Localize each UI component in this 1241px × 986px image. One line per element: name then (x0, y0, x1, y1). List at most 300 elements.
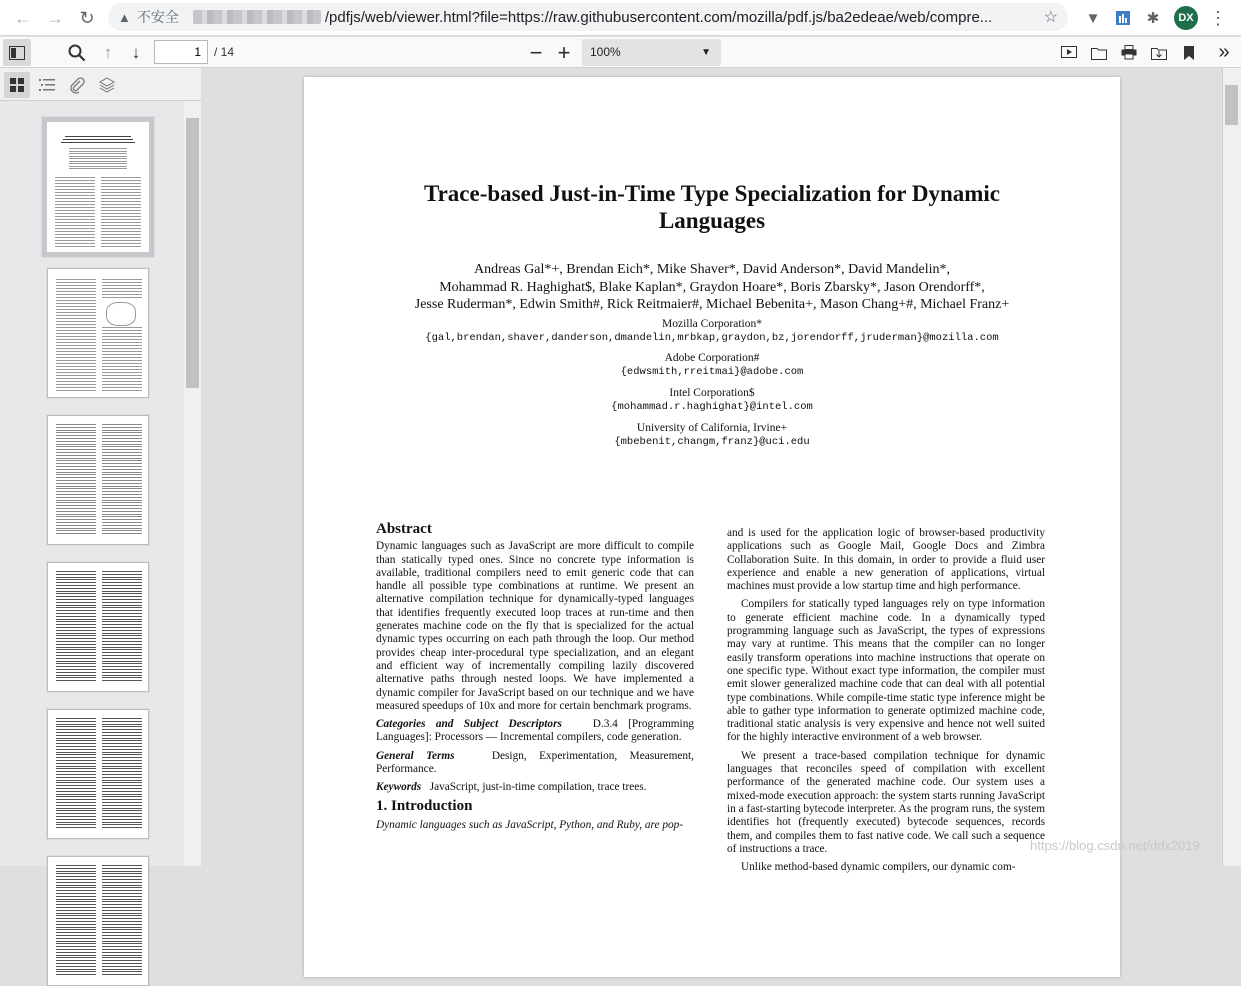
thumbnail-text-line (61, 142, 135, 143)
thumbnail-text-line (56, 777, 96, 778)
thumbnail-text-line (56, 577, 96, 578)
thumbnail-text-line (56, 663, 96, 664)
thumbnail-text-line (56, 971, 96, 972)
thumbnail-text-line (102, 477, 142, 478)
thumbnail-text-line (102, 813, 142, 814)
thumbnail-text-line (56, 822, 96, 823)
tab-attachments[interactable] (64, 72, 90, 98)
thumbnail-text-line (56, 360, 96, 361)
right-paragraph-4: Unlike method-based dynamic compilers, our dynamic com- (741, 861, 1016, 874)
thumbnail-text-line (102, 424, 142, 425)
categories-paragraph (376, 718, 694, 745)
thumbnail-text-line (55, 207, 95, 208)
thumbnail-text-line (102, 387, 142, 388)
thumbnail-text-line (102, 873, 142, 874)
thumbnail-text-line (102, 463, 142, 464)
thumbnail-text-line (102, 458, 142, 459)
thumbnail-text-line (101, 204, 141, 205)
thumbnail-text-line (102, 390, 142, 391)
thumbnail-text-line (102, 372, 142, 373)
thumbnail-text-line (102, 655, 142, 656)
thumbnail-text-line (102, 342, 142, 343)
sidebar-toggle-button[interactable] (3, 39, 31, 66)
intro-text: Dynamic languages such as JavaScript, Python, and Ruby, are pop- (376, 818, 684, 831)
thumbnail-text-line (102, 918, 142, 919)
thumbnail-text-line (56, 868, 96, 869)
bookmark-button[interactable] (1176, 39, 1202, 66)
thumbnail-text-line (55, 195, 95, 196)
zoom-in-button[interactable]: + (557, 39, 571, 65)
thumbnail-text-line (56, 472, 96, 473)
thumbnail-text-line (102, 384, 142, 385)
thumbnail-text-line (101, 207, 141, 208)
authors-line-2: Mohammad R. Haghighat$, Blake Kaplan*, Graydon Hoare*, Boris Zbarsky*, Jason Orendorff*, (439, 279, 985, 295)
thumbnail-text-line (102, 435, 142, 436)
thumbnail-text-line (56, 810, 96, 811)
thumbnail-text-line (102, 729, 142, 730)
terms-paragraph (376, 750, 694, 777)
thumbnail-text-line (101, 246, 141, 247)
thumbnail-text-line (102, 530, 142, 531)
thumbnail-text-line (102, 735, 142, 736)
zoom-out-button[interactable]: − (529, 39, 543, 65)
thumbnail-text-line (102, 663, 142, 664)
presentation-icon (1061, 46, 1077, 60)
thumbnail-text-line (56, 760, 96, 761)
thumbnail-text-line (56, 885, 96, 886)
thumbnail-text-line (56, 321, 96, 322)
thumbnail-text-line (56, 605, 96, 606)
thumbnail-text-line (102, 718, 142, 719)
previous-page-button[interactable]: ↑ (103, 42, 113, 62)
thumbnail-text-line (56, 621, 96, 622)
thumbnail-text-line (56, 357, 96, 358)
thumbnail-text-line (102, 339, 142, 340)
thumbnail-text-line (56, 599, 96, 600)
thumbnail-text-line (56, 763, 96, 764)
thumbnail-text-line (55, 225, 95, 226)
thumbnail-text-line (102, 785, 142, 786)
viewer-scrollbar-thumb[interactable] (1225, 85, 1238, 125)
thumbnail-text-line (55, 177, 95, 178)
thumbnail-text-line (56, 336, 96, 337)
extension-chart-icon[interactable] (1111, 6, 1135, 30)
thumbnail-text-line (102, 768, 142, 769)
printer-icon (1121, 45, 1137, 60)
thumbnail-text-line (56, 384, 96, 385)
tab-layers[interactable] (94, 72, 120, 98)
folder-icon (1091, 46, 1107, 60)
insecure-label: 不安全 (136, 9, 179, 25)
thumbnail-text-line (56, 588, 96, 589)
right-paragraph-1: and is used for the application logic of browser-based productivity applications such as Google Mail, Google Docs and Zimbra Collaboration Suite. In this domain, in order to provide a fluid user experience and enable a new generation of applications, virtual machines must provide a low startup time and high performance. (727, 527, 1045, 593)
thumbnail-text-line (102, 827, 142, 828)
categories-text: D.3.4 [Programming Languages]: Processors — Incremental compilers, code generation. (376, 718, 694, 744)
thumbnail-text-line (102, 743, 142, 744)
thumbnail-text-line (102, 885, 142, 886)
thumbnail-text-line (56, 955, 96, 956)
thumbnail-text-line (102, 746, 142, 747)
thumbnail-text-line (56, 318, 96, 319)
thumbnail-text-line (56, 974, 96, 975)
thumbnail-text-line (55, 216, 95, 217)
thumbnail-text-line (56, 387, 96, 388)
menu-kebab-icon[interactable]: ⋮ (1209, 7, 1227, 28)
thumbnail-text-line (56, 502, 96, 503)
chevron-down-icon: ▼ (701, 47, 711, 58)
thumbnail-text-line (102, 460, 142, 461)
thumbnail-text-line (56, 882, 96, 883)
thumbnail-text-line (69, 166, 127, 167)
thumbnail-text-line (102, 907, 142, 908)
thumbnail-text-line (102, 582, 142, 583)
thumbnail-text-line (55, 189, 95, 190)
thumbnail-text-line (56, 378, 96, 379)
thumbnail-text-line (56, 904, 96, 905)
thumbnail-text-line (56, 927, 96, 928)
thumbnail-text-line (102, 935, 142, 936)
thumbnail-text-line (56, 351, 96, 352)
thumbnail-text-line (56, 816, 96, 817)
thumbnail-text-line (102, 799, 142, 800)
thumbnail-text-line (101, 210, 141, 211)
thumbnail-list[interactable] (0, 101, 184, 866)
next-page-button[interactable]: ↓ (131, 42, 141, 62)
thumbnail-text-line (101, 192, 141, 193)
thumbnail-text-line (56, 574, 96, 575)
thumbnail-text-line (102, 868, 142, 869)
address-bar[interactable] (108, 3, 1068, 31)
right-column (727, 527, 1045, 879)
thumbnail-text-line (55, 222, 95, 223)
thumbnail-text-line (56, 957, 96, 958)
thumbnail-text-line (102, 619, 142, 620)
thumbnail-text-line (56, 591, 96, 592)
thumbnail-text-line (69, 161, 127, 162)
thumbnail-text-line (102, 890, 142, 891)
tab-outline[interactable] (34, 72, 60, 98)
thumbnail-figure (106, 302, 136, 326)
thumbnail-text-line (56, 486, 96, 487)
thumbnail-text-line (102, 721, 142, 722)
thumbnail-text-line (102, 449, 142, 450)
thumbnail-text-line (102, 591, 142, 592)
page-thumbnail[interactable] (47, 415, 149, 545)
thumbnail-text-line (102, 763, 142, 764)
thumbnail-text-line (102, 771, 142, 772)
thumbnail-text-line (102, 805, 142, 806)
thumbnail-text-line (56, 616, 96, 617)
reload-button[interactable]: ↻ (79, 7, 95, 28)
bookmark-star-icon[interactable]: ☆ (1043, 9, 1058, 26)
watermark: https://blog.csdn.net/ddx2019 (1030, 838, 1200, 853)
thumbnail-text-line (102, 630, 142, 631)
forward-button[interactable]: → (46, 7, 64, 28)
thumbnail-text-line (56, 641, 96, 642)
thumbnail-text-line (56, 655, 96, 656)
thumbnail-text-line (56, 354, 96, 355)
thumbnail-text-line (102, 824, 142, 825)
thumbnail-text-line (56, 871, 96, 872)
thumbnail-text-line (102, 941, 142, 942)
thumbnail-text-line (102, 871, 142, 872)
thumbnail-text-line (102, 474, 142, 475)
affiliation-email: {mohammad.r.haghighat}@intel.com (611, 401, 813, 413)
thumbnail-text-line (69, 148, 127, 149)
thumbnail-text-line (102, 652, 142, 653)
thumbnail-text-line (56, 596, 96, 597)
thumbnail-text-line (56, 805, 96, 806)
page-thumbnail[interactable] (47, 709, 149, 839)
bookmark-icon (1183, 46, 1195, 60)
thumbnail-text-line (102, 680, 142, 681)
thumbnail-text-line (56, 438, 96, 439)
thumbnail-text-line (56, 652, 96, 653)
thumbnail-text-line (102, 480, 142, 481)
page-thumbnail[interactable] (42, 117, 154, 257)
thumbnail-text-line (56, 366, 96, 367)
thumbnail-text-line (102, 822, 142, 823)
thumbnail-text-line (102, 610, 142, 611)
thumbnail-text-line (102, 677, 142, 678)
affiliation-adobe (304, 351, 1120, 379)
thumbnail-text-line (102, 357, 142, 358)
affiliation-uci (304, 421, 1120, 449)
thumbnail-text-line (101, 189, 141, 190)
thumbnail-text-line (56, 890, 96, 891)
thumbnail-text-line (102, 519, 142, 520)
thumbnail-text-line (69, 156, 127, 157)
thumbnail-text-line (63, 139, 133, 140)
thumbnail-text-line (56, 969, 96, 970)
affiliation-intel (304, 386, 1120, 414)
thumbnail-text-line (102, 802, 142, 803)
thumbnail-text-line (56, 749, 96, 750)
page-thumbnail[interactable] (47, 856, 149, 986)
thumbnail-text-line (101, 219, 141, 220)
thumbnail-text-line (102, 738, 142, 739)
thumbnail-text-line (101, 222, 141, 223)
thumbnail-text-line (56, 494, 96, 495)
thumbnail-text-line (102, 927, 142, 928)
thumbnail-text-line (102, 971, 142, 972)
thumbnail-text-line (101, 234, 141, 235)
thumbnail-text-line (102, 760, 142, 761)
thumbnail-text-line (56, 782, 96, 783)
thumbnail-text-line (101, 216, 141, 217)
print-button[interactable] (1116, 39, 1142, 66)
thumbnail-text-line (56, 452, 96, 453)
thumbnail-text-line (56, 630, 96, 631)
thumbnail-text-line (56, 514, 96, 515)
thumbnail-text-line (56, 680, 96, 681)
sidebar-toggle-icon (9, 46, 25, 60)
thumbnail-text-line (102, 533, 142, 534)
browser-toolbar (0, 0, 1241, 36)
thumbnail-text-line (102, 788, 142, 789)
page-number-input[interactable]: 1 (154, 40, 208, 64)
thumbnail-text-line (102, 955, 142, 956)
authors-line-3: Jesse Ruderman*, Edwin Smith#, Rick Reitmaier#, Michael Bebenita+, Mason Chang+#, Michael Franz+ (414, 297, 1010, 312)
thumbnail-text-line (56, 802, 96, 803)
thumbnail-text-line (102, 363, 142, 364)
terms-text: Design, Experimentation, Measurement, Performance. (376, 749, 694, 776)
thumbnail-text-line (56, 435, 96, 436)
thumbnail-text-line (101, 213, 141, 214)
thumbnail-text-line (55, 183, 95, 184)
thumbnail-text-line (102, 291, 142, 292)
thumbnail-text-line (102, 483, 142, 484)
thumbnail-text-line (56, 469, 96, 470)
thumbnail-text-line (102, 774, 142, 775)
abstract-text: Dynamic languages such as JavaScript are more difficult to compile than statically typed ones. Since no concrete type information is available, traditional compilers need to emit generic code that can handle all possible type combinations at runtime. We present an alternative compilation technique for dynamically-typed languages that identifies frequently executed loop traces at run-time and then generates machine code on the fly that is specialized for the actual dynamic types occurring on each path through the loop. Our method provides cheap inter-procedural type specialization, and an elegant and efficient way of incrementally compiling lazily discovered alternative paths through nested loops. We have implemented a dynamic compiler for JavaScript based on our technique and we have measured speedups of 10x and more for certain benchmark programs. (376, 540, 694, 712)
layers-icon (99, 77, 115, 93)
thumbnail-text-line (56, 771, 96, 772)
thumbnail-text-line (102, 588, 142, 589)
thumbnail-text-line (56, 738, 96, 739)
thumbnail-text-line (56, 966, 96, 967)
thumbnail-text-line (56, 446, 96, 447)
thumbnail-text-line (102, 901, 142, 902)
thumbnail-text-line (102, 943, 142, 944)
thumbnail-text-line (102, 893, 142, 894)
thumbnail-text-line (102, 430, 142, 431)
thumbnail-text-line (56, 780, 96, 781)
thumbnail-text-line (56, 768, 96, 769)
extensions-puzzle-icon[interactable]: ✱ (1146, 10, 1160, 27)
thumbnail-text-line (102, 910, 142, 911)
thumbnail-text-line (101, 195, 141, 196)
thumbnail-text-line (102, 752, 142, 753)
thumbnail-text-line (102, 497, 142, 498)
thumbnail-text-line (56, 757, 96, 758)
thumbnail-text-line (102, 904, 142, 905)
find-button[interactable] (64, 39, 90, 66)
thumbnail-text-line (56, 729, 96, 730)
thumbnail-text-line (102, 508, 142, 509)
thumbnail-text-line (101, 180, 141, 181)
open-file-button[interactable] (1086, 39, 1112, 66)
thumbnail-text-line (102, 378, 142, 379)
pdf-viewer[interactable] (202, 68, 1222, 874)
thumbnail-text-line (56, 935, 96, 936)
thumbnail-text-line (56, 306, 96, 307)
thumbnail-text-line (56, 424, 96, 425)
thumbnail-text-line (102, 672, 142, 673)
thumbnail-text-line (56, 721, 96, 722)
thumbnail-text-line (56, 910, 96, 911)
thumbnail-text-line (102, 946, 142, 947)
thumbnail-text-line (56, 644, 96, 645)
thumbnail-text-line (56, 791, 96, 792)
tab-thumbnails[interactable] (4, 72, 30, 98)
thumbnail-text-line (102, 726, 142, 727)
thumbnail-text-line (102, 381, 142, 382)
thumbnail-text-line (56, 585, 96, 586)
thumbnail-text-line (56, 794, 96, 795)
thumbnail-text-line (56, 718, 96, 719)
thumbnail-text-line (56, 754, 96, 755)
thumbnail-text-line (56, 649, 96, 650)
thumbnail-text-line (56, 463, 96, 464)
thumbnail-text-line (56, 530, 96, 531)
thumbnail-text-line (102, 913, 142, 914)
sidebar-scrollbar-thumb[interactable] (186, 118, 199, 388)
thumbnail-text-line (102, 348, 142, 349)
thumbnail-text-line (56, 288, 96, 289)
zoom-select[interactable] (582, 39, 721, 66)
back-button[interactable]: ← (14, 7, 32, 28)
thumbnail-text-line (102, 915, 142, 916)
thumbnail-text-line (56, 579, 96, 580)
thumbnail-text-line (102, 446, 142, 447)
thumbnail-text-line (101, 198, 141, 199)
thumbnail-text-line (56, 602, 96, 603)
thumbnail-text-line (65, 136, 131, 137)
thumbnail-text-line (55, 213, 95, 214)
thumbnail-text-line (102, 754, 142, 755)
thumbnail-text-line (101, 240, 141, 241)
thumbnail-text-line (56, 607, 96, 608)
affiliation-name: Adobe Corporation# (664, 352, 760, 364)
thumbnail-text-line (102, 791, 142, 792)
thumbnail-text-line (55, 201, 95, 202)
presentation-mode-button[interactable] (1056, 39, 1082, 66)
thumbnail-text-line (102, 505, 142, 506)
thumbnail-text-line (102, 960, 142, 961)
thumbnail-text-line (55, 204, 95, 205)
thumbnail-text-line (55, 192, 95, 193)
thumbnail-text-line (56, 896, 96, 897)
right-paragraph-2: Compilers for statically typed languages rely on type information to generate efficient machine code. In a dynamically typed programming language such as JavaScript, the types of expressions may vary at runtime. This means that the compiler can no longer easily transform operations into machine instructions that operate on one specific type. Without exact type information, the compiler must emit slower generalized machine code that can deal with all potential type combinations. While compile-time static type inference might be able to gather type information to generate optimized machine code, traditional static analysis is very expensive and hence not well suited for the highly interactive environment of a web browser. (727, 598, 1045, 744)
thumbnail-text-line (56, 477, 96, 478)
affiliation-email: {edwsmith,rreitmai}@adobe.com (620, 366, 804, 378)
avatar[interactable]: DX (1174, 6, 1198, 30)
thumbnail-text-line (56, 924, 96, 925)
viewer-scrollbar[interactable] (1222, 68, 1241, 866)
thumbnail-text-line (56, 785, 96, 786)
thumbnail-text-line (56, 865, 96, 866)
thumbnail-text-line (101, 231, 141, 232)
tools-button[interactable]: » (1218, 41, 1230, 63)
thumbnail-text-line (102, 511, 142, 512)
thumbnail-text-line (56, 491, 96, 492)
thumbnail-text-line (56, 444, 96, 445)
thumbnail-text-line (56, 342, 96, 343)
extension-filter-icon[interactable]: ▼ (1085, 9, 1101, 27)
page-thumbnail[interactable] (47, 562, 149, 692)
thumbnail-text-line (102, 969, 142, 970)
thumbnail-text-line (56, 672, 96, 673)
author-list (304, 261, 1120, 314)
thumbnail-text-line (56, 458, 96, 459)
thumbnail-text-line (102, 297, 142, 298)
thumbnail-text-line (102, 638, 142, 639)
thumbnail-text-line (56, 675, 96, 676)
thumbnail-text-line (102, 472, 142, 473)
download-button[interactable] (1146, 39, 1172, 66)
thumbnail-text-line (56, 372, 96, 373)
page-thumbnail[interactable] (47, 268, 149, 398)
thumbnail-text-line (55, 210, 95, 211)
thumbnail-text-line (56, 441, 96, 442)
thumbnail-text-line (69, 151, 127, 152)
download-icon (1151, 46, 1167, 60)
keywords-label: Keywords (376, 781, 422, 794)
thumbnail-text-line (56, 345, 96, 346)
thumbnail-text-line (56, 915, 96, 916)
thumbnail-text-line (56, 427, 96, 428)
